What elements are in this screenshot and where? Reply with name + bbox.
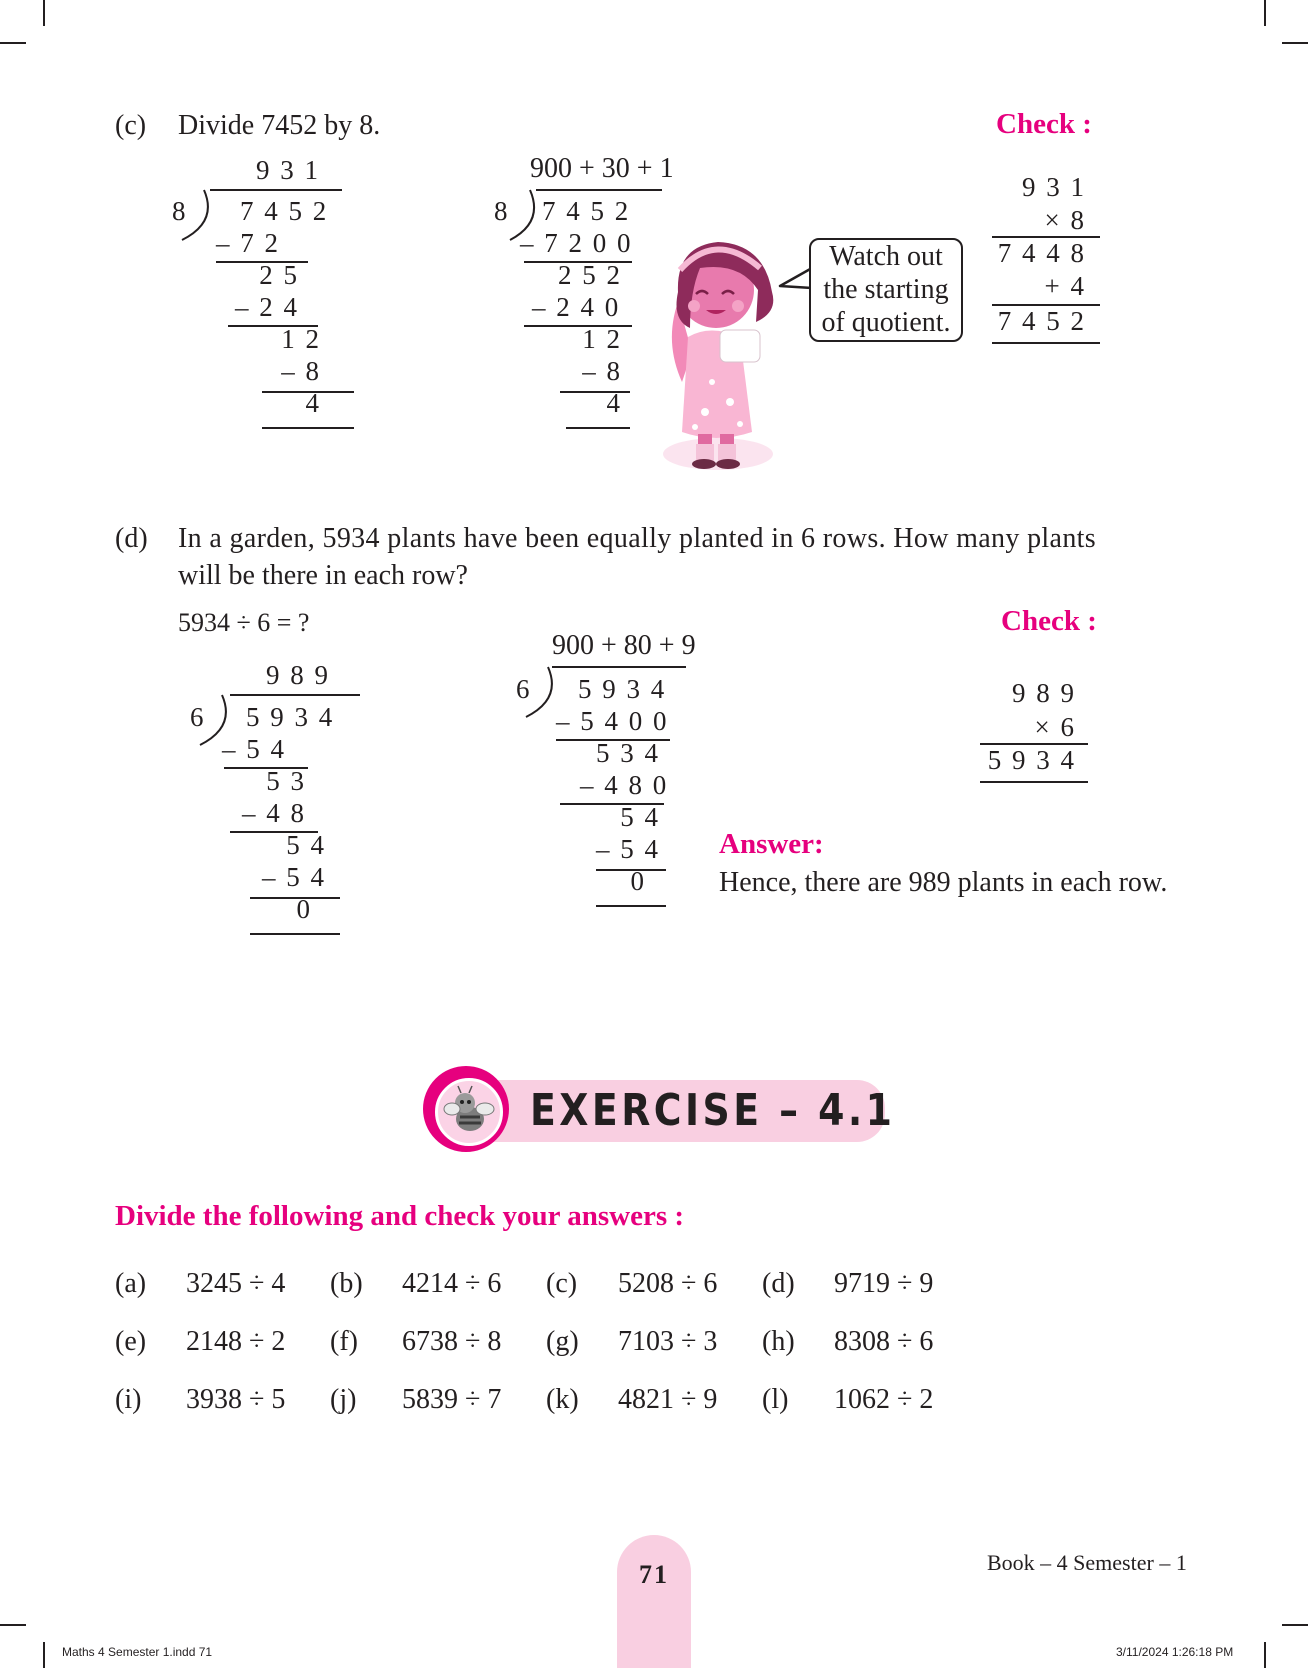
step-rule <box>250 933 340 935</box>
part-c-check-title: Check : <box>996 108 1092 140</box>
divisor: 8 <box>494 196 510 226</box>
dividend: 7 4 5 2 <box>240 196 329 226</box>
problem-label: (i) <box>115 1384 142 1415</box>
check-line: × 6 <box>1034 712 1076 742</box>
crop-mark <box>43 0 45 26</box>
problem-expression: 5208 ÷ 6 <box>618 1268 718 1299</box>
problem-expression: 6738 ÷ 8 <box>402 1326 502 1357</box>
divisor: 8 <box>172 196 188 226</box>
step: 4 <box>305 388 321 418</box>
step: 5 3 4 <box>596 738 660 768</box>
step: 0 <box>296 894 312 924</box>
problem-label: (h) <box>762 1326 795 1357</box>
step-rule <box>596 905 666 907</box>
check-line: 5 9 3 4 <box>987 745 1076 775</box>
quotient: 900 + 30 + 1 <box>530 153 674 184</box>
part-c-label: (c) <box>115 110 147 141</box>
check-line: × 8 <box>1044 205 1086 235</box>
quotient: 9 3 1 <box>256 155 320 185</box>
quotient: 9 8 9 <box>266 660 330 690</box>
step: 2 5 <box>259 260 299 290</box>
crop-mark <box>0 42 26 44</box>
page-number-tab <box>617 1535 691 1668</box>
problem-expression: 9719 ÷ 9 <box>834 1268 934 1299</box>
step: – 2 4 <box>235 292 299 322</box>
step: – 8 <box>281 356 321 386</box>
step: 5 4 <box>286 830 326 860</box>
crop-mark <box>1282 42 1308 44</box>
step: 1 2 <box>281 324 321 354</box>
step: 4 <box>606 388 622 418</box>
step: – 5 4 0 0 <box>556 706 669 736</box>
step: – 5 4 <box>262 862 326 892</box>
problem-expression: 4214 ÷ 6 <box>402 1268 502 1299</box>
part-d-check-title: Check : <box>1001 605 1097 637</box>
problem-label: (b) <box>330 1268 363 1299</box>
division-bar <box>536 189 662 191</box>
check-rule <box>992 342 1100 344</box>
file-name: Maths 4 Semester 1.indd 71 <box>62 1645 213 1659</box>
dividend: 7 4 5 2 <box>542 196 631 226</box>
book-label: Book – 4 Semester – 1 <box>987 1550 1187 1575</box>
problem-expression: 5839 ÷ 7 <box>402 1384 502 1415</box>
step: 5 3 <box>266 766 306 796</box>
part-d-question-line1: In a garden, 5934 plants have been equally planted in 6 rows. How many plants <box>178 523 1097 554</box>
check-line: 9 8 9 <box>1012 678 1076 708</box>
check-line: + 4 <box>1044 271 1086 301</box>
speech-line: the starting <box>823 274 949 305</box>
problem-label: (k) <box>546 1384 579 1415</box>
problem-label: (a) <box>115 1268 147 1299</box>
problem-expression: 4821 ÷ 9 <box>618 1384 718 1415</box>
dividend: 5 9 3 4 <box>578 674 667 704</box>
bee-icon <box>438 1081 500 1143</box>
step: 2 5 2 <box>558 260 622 290</box>
division-bar <box>230 694 360 696</box>
division-bar <box>210 189 342 191</box>
dividend: 5 9 3 4 <box>246 702 335 732</box>
answer-title: Answer: <box>719 828 824 860</box>
step: – 7 2 0 0 <box>520 228 633 258</box>
crop-mark <box>43 1642 45 1668</box>
problem-label: (c) <box>546 1268 578 1299</box>
check-line: 9 3 1 <box>1022 172 1086 202</box>
step: – 7 2 <box>216 228 280 258</box>
check-line: 7 4 4 8 <box>997 238 1086 268</box>
crop-mark <box>1264 0 1266 26</box>
problem-label: (j) <box>330 1384 357 1415</box>
exercise-instruction: Divide the following and check your answers : <box>115 1200 685 1232</box>
step: – 4 8 <box>242 798 306 828</box>
part-c-question: Divide 7452 by 8. <box>178 110 381 141</box>
problem-expression: 3938 ÷ 5 <box>186 1384 286 1415</box>
check-line: 7 4 5 2 <box>997 306 1086 336</box>
part-d-question-line2: will be there in each row? <box>178 560 468 591</box>
problem-label: (e) <box>115 1326 147 1357</box>
step: 5 4 <box>620 802 660 832</box>
step: – 5 4 <box>222 734 286 764</box>
exercise-badge <box>423 1066 509 1152</box>
problem-label: (g) <box>546 1326 579 1357</box>
step: – 2 4 0 <box>532 292 621 322</box>
speech-line: Watch out <box>829 241 943 272</box>
division-bar <box>552 666 686 668</box>
crop-mark <box>1282 1624 1308 1626</box>
exercise-title: EXERCISE – 4.1 <box>530 1085 896 1136</box>
problem-expression: 3245 ÷ 4 <box>186 1268 286 1299</box>
step-rule <box>262 427 354 429</box>
step: – 5 4 <box>596 834 660 864</box>
speech-line: of quotient. <box>821 307 951 338</box>
division-bracket <box>522 665 558 721</box>
speech-bubble <box>809 238 963 342</box>
step: – 4 8 0 <box>580 770 669 800</box>
part-d-equation: 5934 ÷ 6 = ? <box>178 608 310 637</box>
quotient: 900 + 80 + 9 <box>552 630 696 661</box>
problem-expression: 8308 ÷ 6 <box>834 1326 934 1357</box>
step-rule <box>566 427 630 429</box>
divisor: 6 <box>516 674 532 704</box>
check-rule <box>980 781 1088 783</box>
problem-label: (d) <box>762 1268 795 1299</box>
crop-mark <box>0 1624 26 1626</box>
problem-label: (l) <box>762 1384 789 1415</box>
problem-expression: 7103 ÷ 3 <box>618 1326 718 1357</box>
part-d-label: (d) <box>115 523 148 554</box>
page-number: 71 <box>639 1560 669 1589</box>
crop-mark <box>1264 1642 1266 1668</box>
step: 0 <box>630 866 646 896</box>
problem-label: (f) <box>330 1326 358 1357</box>
divisor: 6 <box>190 702 206 732</box>
step: 1 2 <box>582 324 622 354</box>
problem-expression: 2148 ÷ 2 <box>186 1326 286 1357</box>
step: – 8 <box>582 356 622 386</box>
print-timestamp: 3/11/2024 1:26:18 PM <box>1116 1645 1234 1659</box>
answer-text: Hence, there are 989 plants in each row. <box>719 867 1168 898</box>
problem-expression: 1062 ÷ 2 <box>834 1384 934 1415</box>
